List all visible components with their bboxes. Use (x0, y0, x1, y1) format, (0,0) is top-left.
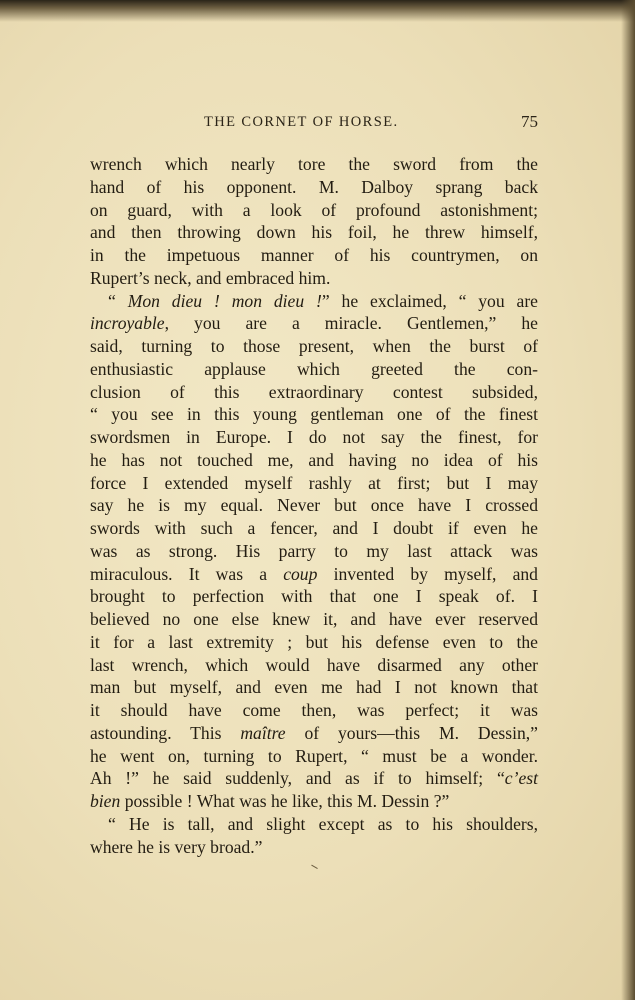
text-line (90, 426, 538, 449)
text-line (90, 813, 538, 836)
ink-mark (309, 865, 318, 873)
text-segment: say he is my equal. Never but once have I crossed (90, 495, 538, 516)
text-segment: “ (108, 290, 128, 311)
text-line (90, 722, 538, 745)
text-segment: “ He is tall, and slight except as to his shoulders, (108, 813, 538, 834)
text-line (90, 381, 538, 404)
text-segment: clusion of this extraordinary contest subsided, (90, 381, 538, 402)
italic-text: c’est (504, 768, 538, 789)
body-text (90, 153, 538, 858)
text-segment: he has not touched me, and having no idea of his (90, 449, 538, 470)
text-segment: was as strong. His parry to my last attack was (90, 540, 538, 561)
text-line (90, 153, 538, 176)
text-line (90, 540, 538, 563)
text-line (90, 335, 538, 358)
text-line (90, 608, 538, 631)
text-line (90, 790, 538, 813)
text-segment: ” he exclaimed, “ you are (321, 290, 538, 311)
text-line (90, 767, 538, 790)
text-segment: believed no one else knew it, and have ever reserved (90, 609, 538, 629)
text-line (90, 358, 538, 381)
text-line (90, 836, 538, 859)
text-segment: man but myself, and even me had I not known that (90, 677, 538, 698)
text-line (90, 449, 538, 472)
text-segment: Rupert’s neck, and embraced him. (90, 267, 331, 288)
running-head: THE CORNET OF HORSE. (204, 114, 399, 130)
text-line (90, 312, 538, 335)
italic-text: coup (283, 563, 318, 584)
text-segment: wrench which nearly tore the sword from the (90, 154, 538, 174)
italic-text: incroyable (90, 313, 165, 334)
text-line (90, 631, 538, 654)
text-line (90, 267, 538, 290)
italic-text: bien (90, 791, 121, 811)
text-line (90, 199, 538, 222)
text-segment: enthusiastic applause which greeted the con- (90, 358, 538, 379)
text-segment: , you are a miracle. Gentlemen,” he (164, 313, 538, 334)
text-line (90, 517, 538, 540)
text-line (90, 745, 538, 768)
page-top-shadow (0, 0, 635, 22)
text-segment: hand of his opponent. M. Dalboy sprang back (90, 176, 538, 197)
text-segment: said, turning to those present, when the burst of (90, 336, 538, 356)
text-line (90, 244, 538, 267)
text-line (90, 699, 538, 722)
text-segment: it for a last extremity ; but his defense even to the (90, 631, 538, 652)
text-segment: brought to perfection with that one I speak of. I (90, 586, 538, 607)
text-segment: in the impetuous manner of his countrymen, on (90, 245, 538, 265)
text-segment: possible ! What was he like, this M. Dessin ?” (120, 791, 450, 811)
text-segment: force I extended myself rashly at first; but I may (90, 472, 538, 493)
text-line (90, 290, 538, 313)
text-segment: miraculous. It was a (90, 563, 284, 584)
italic-text: Mon dieu ! mon dieu ! (127, 290, 322, 311)
text-segment: of yours—this M. Dessin,” (285, 722, 538, 743)
text-segment: swords with such a fencer, and I doubt if even he (90, 518, 538, 538)
text-segment: where he is very broad.” (90, 836, 263, 857)
text-segment: “ you see in this young gentleman one of the finest (90, 404, 538, 425)
text-line (90, 472, 538, 495)
text-segment: swordsmen in Europe. I do not say the finest, for (90, 427, 538, 447)
text-line (90, 654, 538, 677)
text-segment: last wrench, which would have disarmed any other (90, 654, 538, 675)
page-number: 75 (521, 112, 538, 131)
text-segment: it should have come then, was perfect; it was (90, 700, 538, 720)
text-segment: astounding. This (90, 722, 241, 743)
text-segment: on guard, with a look of profound astonishment; (90, 199, 538, 220)
text-line (90, 494, 538, 517)
page-header (90, 114, 538, 136)
text-line (90, 403, 538, 426)
text-line (90, 221, 538, 244)
text-segment: and then throwing down his foil, he threw himself, (90, 222, 538, 243)
page-gutter-shadow (621, 0, 635, 1000)
text-line (90, 563, 538, 586)
text-line (90, 176, 538, 199)
text-line (90, 676, 538, 699)
text-segment: invented by myself, and (317, 563, 538, 584)
text-segment: Ah !” he said suddenly, and as if to himself; “ (90, 768, 505, 789)
text-segment: he went on, turning to Rupert, “ must be a wonder. (90, 745, 538, 766)
italic-text: maître (240, 722, 286, 743)
text-line (90, 585, 538, 608)
